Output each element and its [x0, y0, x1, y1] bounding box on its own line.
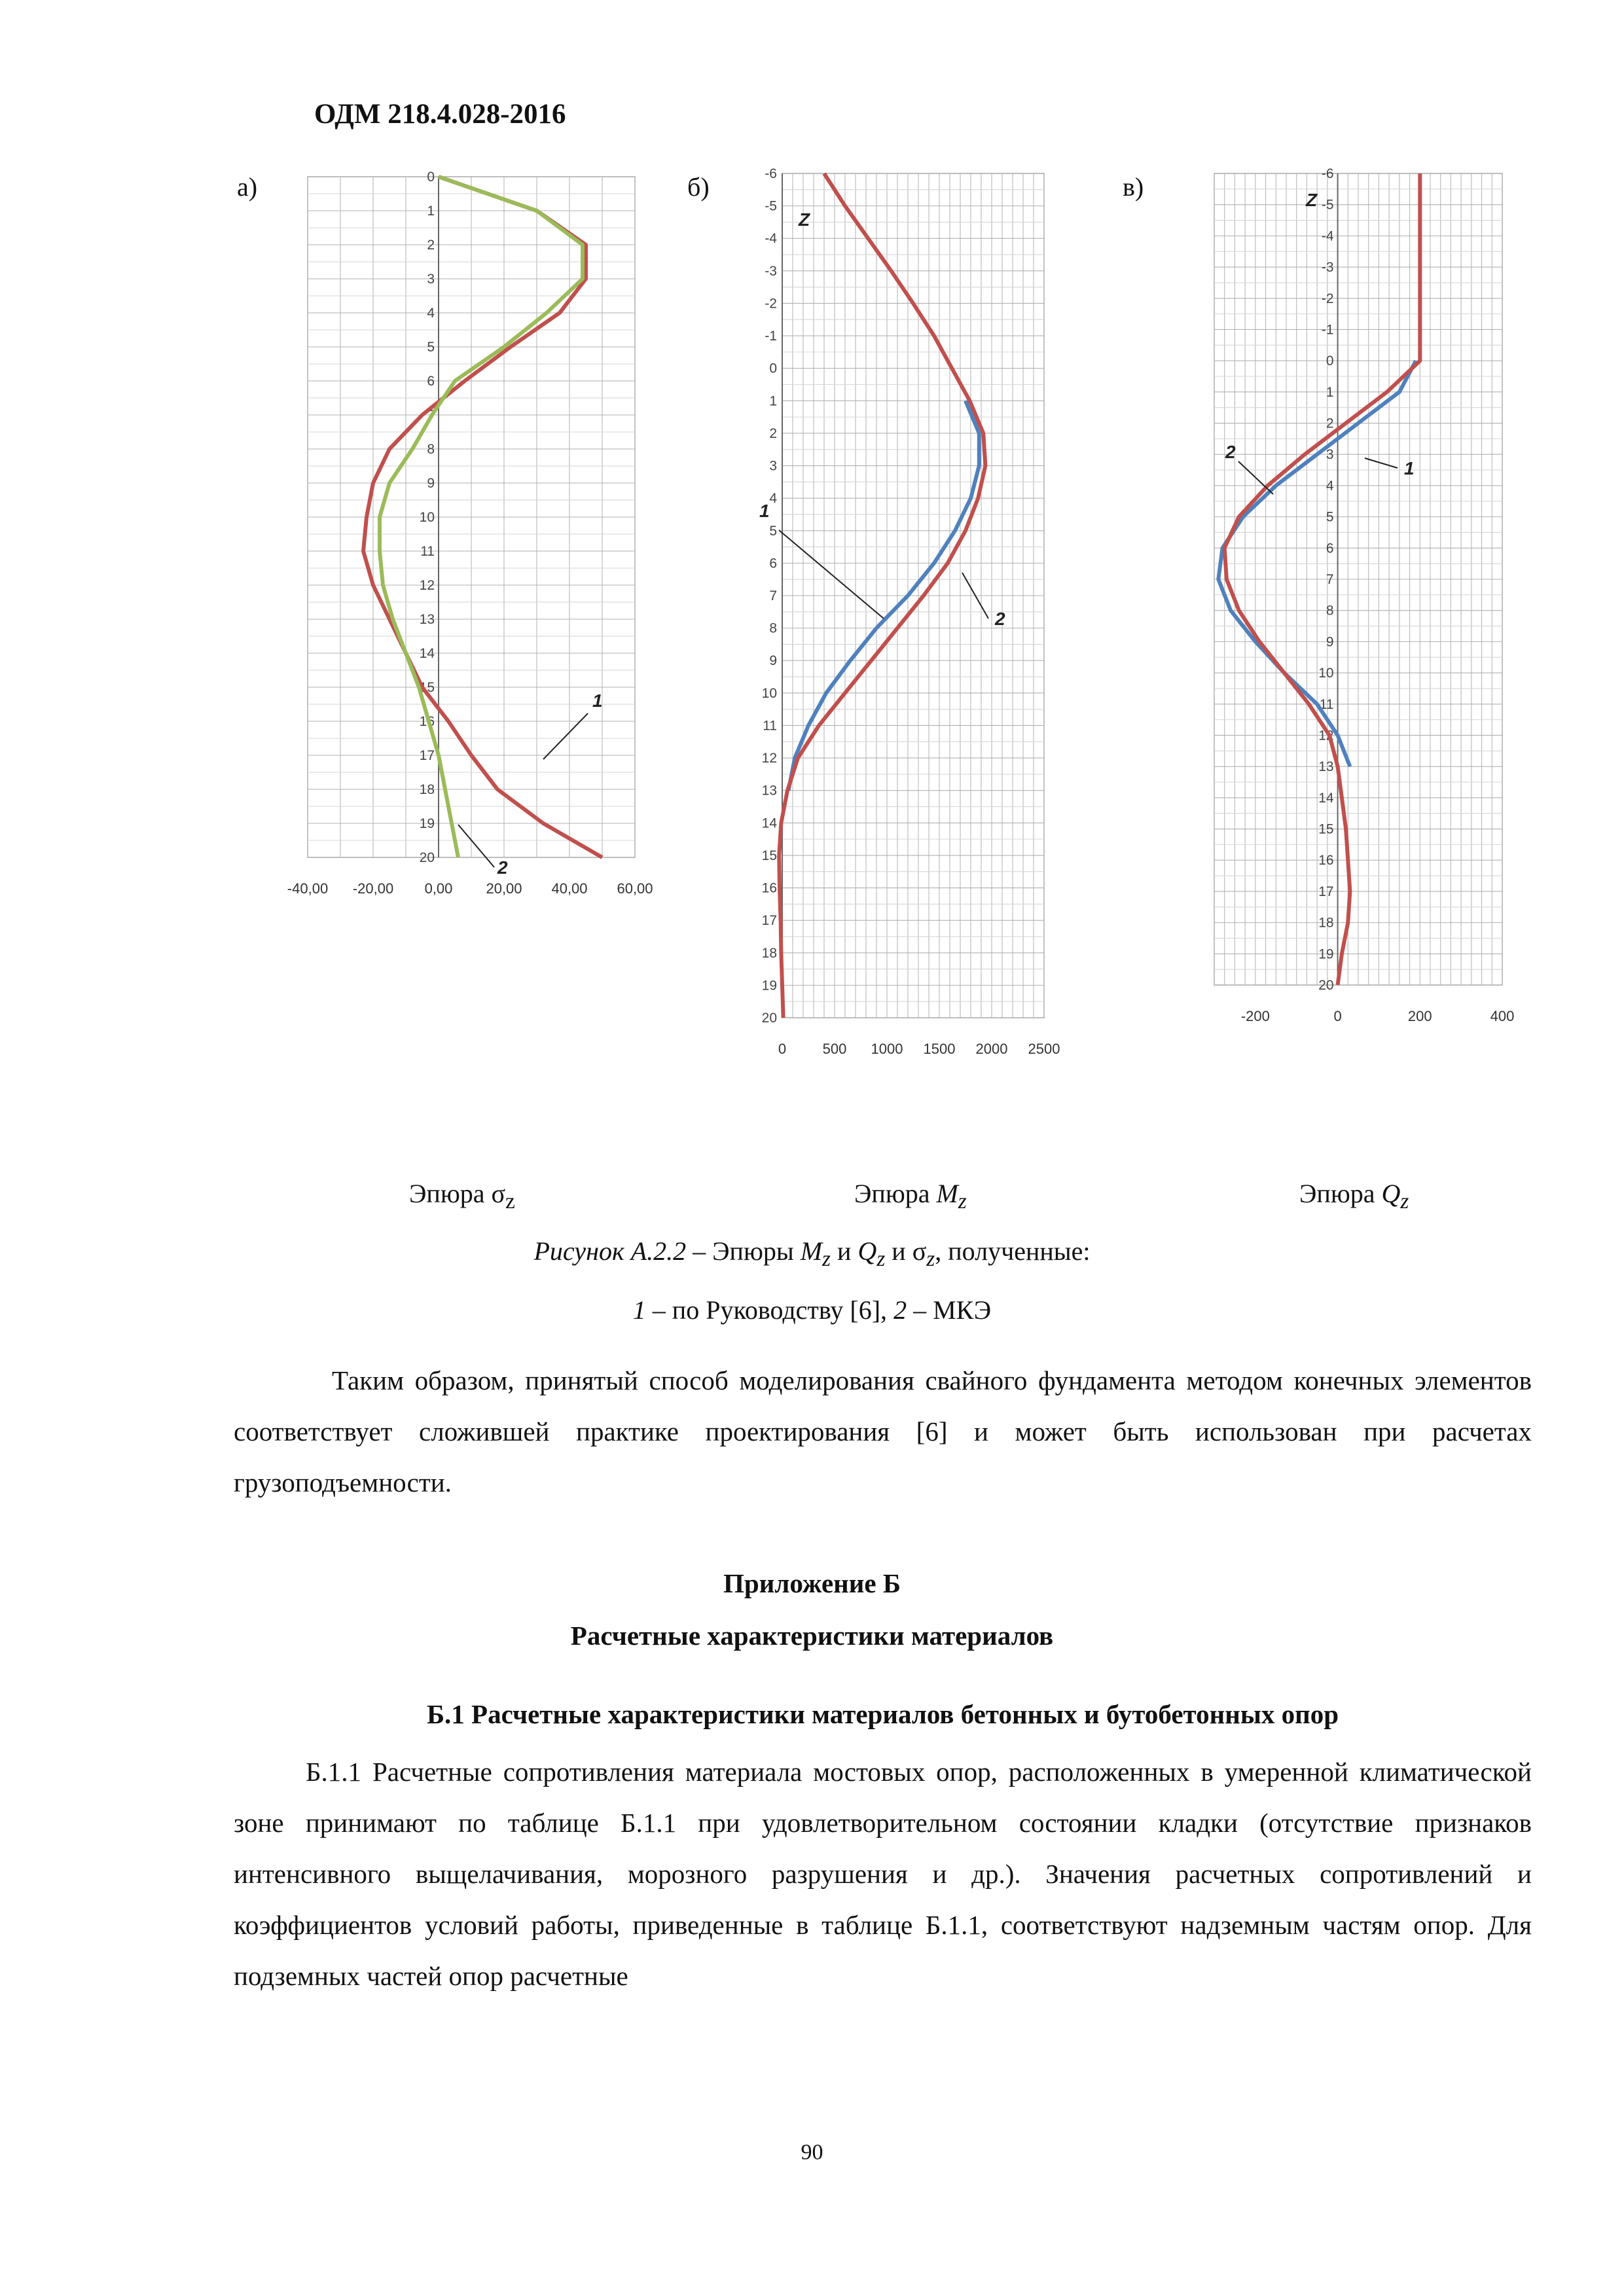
x-tick-label: 400	[1490, 1008, 1515, 1024]
x-tick-label: 40,00	[551, 880, 588, 897]
y-tick-label: 6	[427, 374, 435, 389]
appendix-title: Приложение Б	[723, 1568, 901, 1598]
y-tick-label: 17	[419, 748, 435, 763]
y-tick-label: 14	[761, 816, 777, 831]
y-tick-label: 4	[427, 306, 435, 321]
y-tick-label: 20	[419, 850, 435, 865]
y-tick-label: 19	[1318, 946, 1334, 962]
y-tick-label: 18	[1318, 915, 1334, 931]
y-tick-label: 5	[427, 340, 435, 355]
x-tick-label: 1000	[871, 1041, 903, 1057]
x-tick-label: 0	[1333, 1008, 1342, 1024]
y-tick-label: 8	[427, 442, 435, 457]
y-tick-label: 1	[427, 204, 435, 219]
panel-label-b: б)	[687, 172, 710, 202]
x-tick-label: -20,00	[352, 880, 394, 897]
y-tick-label: 19	[419, 816, 435, 831]
y-tick-label: 13	[1318, 759, 1334, 775]
y-tick-label: -5	[1321, 197, 1334, 213]
x-tick-label: 500	[822, 1041, 847, 1057]
appendix-subtitle: Расчетные характеристики материалов	[570, 1621, 1054, 1651]
y-tick-label: 20	[1318, 978, 1334, 993]
y-tick-label: 1	[769, 393, 777, 409]
paragraph-b11: Б.1.1 Расчетные сопротивления материала мостовых опор, расположенных в умеренной климатической зоне принимают по таблице Б.1.1 при удовлетворительном состоянии кладки (отсутствие признаков интенсивного выщелачивания, морозного разрушения и др.). Значения расчетных сопротивлений и коэффициентов условий работы, приведенные в таблице Б.1.1, соответствуют надземным частям опор. Для подземных частей опор расчетные	[234, 1757, 1532, 1991]
y-tick-label: 5	[769, 523, 777, 539]
y-tick-label: 16	[761, 880, 777, 896]
y-tick-label: 14	[1318, 790, 1334, 806]
x-tick-label: 2000	[975, 1041, 1008, 1057]
x-tick-label: 20,00	[486, 880, 522, 897]
y-tick-label: 9	[427, 476, 435, 491]
y-tick-label: -5	[765, 198, 777, 214]
document-header: ОДМ 218.4.028-2016	[314, 99, 566, 130]
annotation-label: 1	[1404, 458, 1415, 478]
y-tick-label: -2	[765, 296, 777, 312]
x-tick-label: -200	[1240, 1008, 1270, 1024]
y-tick-label: 5	[1326, 509, 1334, 525]
y-tick-label: 20	[761, 1011, 777, 1026]
x-tick-label: 1500	[923, 1041, 956, 1057]
y-tick-label: 15	[761, 848, 777, 863]
y-tick-label: 6	[769, 556, 777, 571]
chart-sigma-z	[275, 170, 681, 923]
panel-label-a: а)	[237, 172, 258, 202]
y-tick-label: -4	[765, 231, 777, 247]
epure-label-a: Эпюра $\sigma_z$	[409, 1179, 515, 1213]
x-tick-label: -40,00	[287, 880, 329, 897]
page-number: 90	[801, 2140, 823, 2164]
x-tick-label: 0,00	[424, 880, 453, 897]
y-tick-label: 4	[769, 491, 777, 507]
y-tick-label: 0	[427, 170, 435, 185]
y-tick-label: 11	[420, 544, 435, 559]
y-tick-label: 2	[769, 425, 777, 441]
annotation-label: 1	[759, 501, 770, 521]
y-tick-label: -6	[765, 167, 777, 181]
y-tick-label: -3	[1321, 260, 1334, 276]
y-tick-label: 10	[419, 510, 435, 525]
y-tick-label: 3	[427, 272, 435, 287]
y-tick-label: 12	[419, 578, 435, 593]
figure-caption-line2: 1 – по Руководству [6], 2 – МКЭ	[632, 1295, 992, 1325]
y-tick-label: -3	[765, 263, 777, 279]
y-tick-label: -4	[1321, 228, 1334, 244]
y-tick-label: 12	[761, 751, 777, 766]
y-tick-label: -2	[1321, 291, 1334, 306]
y-tick-label: 13	[761, 783, 777, 798]
y-tick-label: 18	[761, 945, 777, 961]
y-tick-label: 12	[1318, 728, 1334, 744]
y-tick-label: 14	[419, 646, 435, 661]
y-tick-label: 0	[769, 361, 777, 376]
x-tick-label: 200	[1407, 1008, 1432, 1024]
epure-label-b: Эпюра $M_z$	[854, 1179, 967, 1213]
y-tick-label: 0	[1326, 353, 1334, 369]
y-tick-label: 15	[419, 680, 435, 695]
y-tick-label: 10	[1318, 666, 1334, 681]
y-tick-label: 4	[1326, 478, 1334, 493]
y-tick-label: 16	[1318, 853, 1334, 869]
annotation-label: 2	[497, 857, 508, 878]
y-tick-label: 13	[419, 612, 435, 627]
chart-shear-z	[1178, 167, 1519, 1175]
y-tick-label: 11	[763, 718, 777, 734]
y-tick-label: -6	[1321, 167, 1334, 181]
annotation-label: 1	[592, 691, 603, 711]
y-tick-label: 6	[1326, 541, 1334, 556]
y-tick-label: 15	[1318, 821, 1334, 837]
annotation-label: 2	[1225, 442, 1236, 462]
y-tick-label: 7	[769, 588, 777, 603]
y-tick-label: -1	[1321, 322, 1334, 338]
x-tick-label: 60,00	[617, 880, 653, 897]
z-axis-label: Z	[799, 209, 810, 230]
y-tick-label: 1	[1326, 384, 1334, 400]
y-tick-label: 2	[427, 238, 435, 253]
z-axis-label: Z	[1306, 190, 1318, 210]
chart-moment-z	[727, 167, 1119, 1096]
y-tick-label: 17	[1318, 884, 1334, 899]
y-tick-label: 7	[1326, 572, 1334, 587]
y-tick-label: -1	[765, 329, 777, 344]
figure-caption-line1: Рисунок А.2.2 – Эпюры $M_z$ и $Q_z$ и $\sigma_z$, полученные:	[533, 1236, 1091, 1271]
y-tick-label: 9	[1326, 634, 1334, 650]
epure-label-v: Эпюра $Q_z$	[1299, 1179, 1409, 1213]
y-tick-label: 18	[419, 782, 435, 797]
paragraph-conclusion: Таким образом, принятый способ моделирования свайного фундамента методом конечных элементов соответствует сложившей практике проектирования [6] и может быть использован при расчетах грузоподъемности.	[234, 1365, 1532, 1498]
panel-label-v: в)	[1123, 172, 1144, 202]
y-tick-label: 10	[761, 685, 777, 701]
y-tick-label: 3	[1326, 447, 1334, 463]
x-tick-label: 2500	[1028, 1041, 1060, 1057]
y-tick-label: 7	[427, 408, 435, 423]
section-title: Б.1 Расчетные характеристики материалов бетонных и бутобетонных опор	[426, 1699, 1339, 1729]
y-tick-label: 16	[419, 714, 435, 729]
y-tick-label: 9	[769, 653, 777, 669]
y-tick-label: 11	[1319, 696, 1334, 712]
annotation-label: 2	[995, 609, 1005, 629]
y-tick-label: 17	[761, 913, 777, 929]
y-tick-label: 2	[1326, 416, 1334, 431]
y-tick-label: 19	[761, 978, 777, 994]
x-tick-label: 0	[778, 1041, 787, 1057]
y-tick-label: 8	[769, 620, 777, 636]
y-tick-label: 8	[1326, 603, 1334, 619]
y-tick-label: 3	[769, 458, 777, 474]
